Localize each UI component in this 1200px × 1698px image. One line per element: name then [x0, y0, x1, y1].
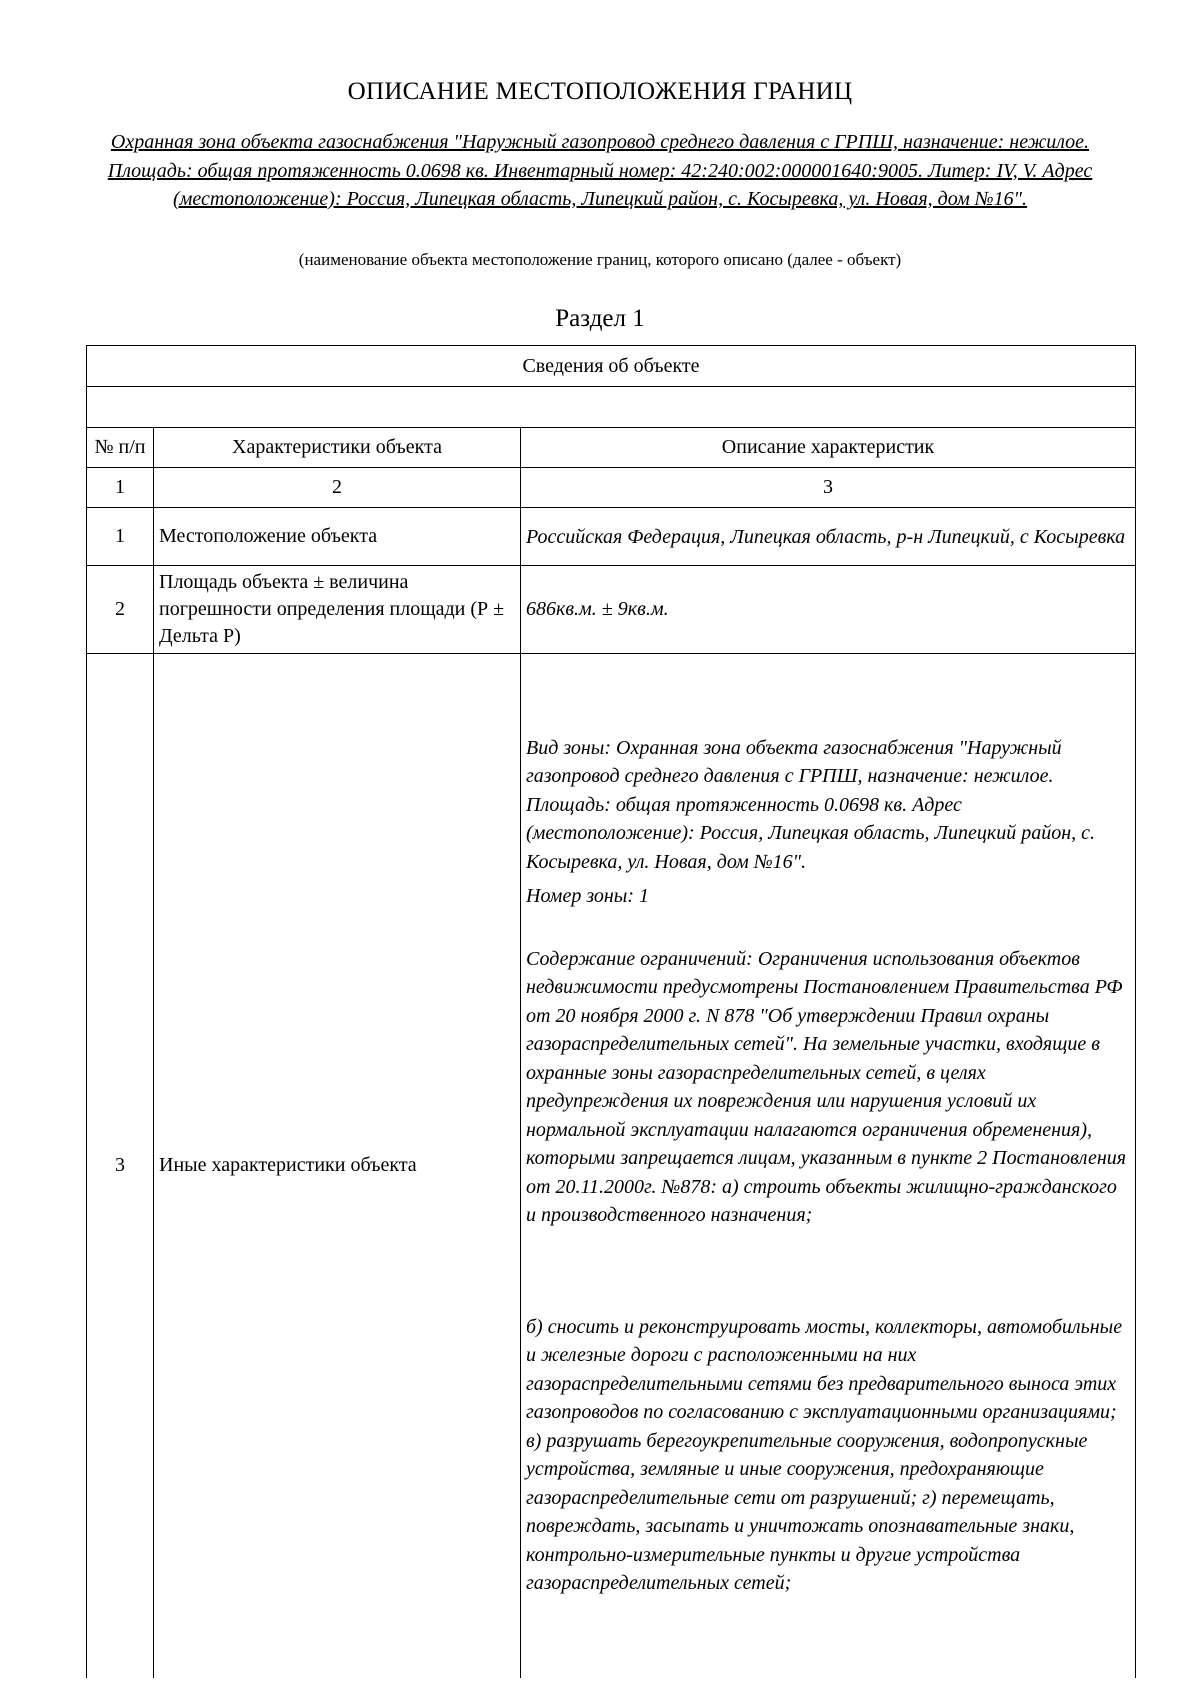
object-name: Охранная зона объекта газоснабжения "Наружный газопровод среднего давления с ГРПШ, назначение: нежилое. Площадь: общая протяженность 0.0698 кв. Инвентарный номер: 42:240:002:000001640:9005. Литер: IV, V. Адрес (местоположение): Россия, Липецкая область, Липецкий район, с. Косыревка, ул. Новая, дом №16". — [107, 131, 1093, 210]
row-num: 3 — [87, 654, 154, 1678]
row-description — [521, 654, 1136, 1678]
page-title: ОПИСАНИЕ МЕСТОПОЛОЖЕНИЯ ГРАНИЦ — [347, 78, 853, 105]
row-num: 2 — [87, 566, 154, 654]
object-info-table-wrapper — [86, 345, 1136, 1678]
restrictions-paragraph: Содержание ограничений: Ограничения использования объектов недвижимости предусмотрены Постановлением Правительства РФ от 20 ноября 2000 г. N 878 "Об утверждении Правил охраны газораспределительных сетей". На земельные участки, входящие в охранные зоны газораспределительных сетей, в целях предупреждения их повреждения или нарушения условий их нормальной эксплуатации налагаются ограничения обременения), которыми запрещается лицам, указанным в пункте 2 Постановления от 20.11.2000г. №878: а) строить объекты жилищно-гражданского и производственного назначения; — [526, 947, 1127, 1227]
table-row — [87, 508, 1136, 566]
table-row — [87, 566, 1136, 654]
row-characteristic: Иные характеристики объекта — [154, 654, 521, 1678]
object-caption: (наименование объекта местоположение границ, которого описано (далее - объект) — [298, 250, 902, 269]
header-num: № п/п — [87, 428, 154, 468]
table-title-row — [87, 346, 1136, 387]
row-characteristic: Площадь объекта ± величина погрешности определения площади (Р ± Дельта Р) — [154, 566, 521, 654]
section-title: Раздел 1 — [555, 305, 645, 332]
header-description: Описание характеристик — [521, 428, 1136, 468]
table-title: Сведения об объекте — [87, 346, 1136, 387]
row-num: 1 — [87, 508, 154, 566]
zone-type-paragraph: Вид зоны: Охранная зона объекта газоснабжения "Наружный газопровод среднего давления с ГРПШ, назначение: нежилое. Площадь: общая протяженность 0.0698 кв. Адрес (местоположение): Россия, Липецкая область, Липецкий район, с. Косыревка, ул. Новая, дом №16". — [526, 736, 1096, 873]
restrictions-continued-paragraph: б) сносить и реконструировать мосты, коллекторы, автомобильные и железные дороги с расположенными на них газораспределительными сетями без предварительного выноса этих газопроводов по согласованию с эксплуатационными организациями; в) разрушать берегоукрепительные сооружения, водопропускные устройства, земляные и иные сооружения, предохраняющие газораспределительные сети от разрушений; г) перемещать, повреждать, засыпать и уничтожать опознавательные знаки, контрольно-измерительные пункты и другие устройства газораспределительных сетей; — [526, 1315, 1123, 1595]
header-characteristics: Характеристики объекта — [154, 428, 521, 468]
column-number-1: 1 — [87, 468, 154, 508]
row-description: 686кв.м. ± 9кв.м. — [521, 566, 1136, 654]
object-info-table — [86, 345, 1136, 1678]
zone-number-paragraph: Номер зоны: 1 — [526, 885, 649, 908]
column-numbers-row — [87, 468, 1136, 508]
row-characteristic: Местоположение объекта — [154, 508, 521, 566]
column-number-2: 2 — [154, 468, 521, 508]
row-description: Российская Федерация, Липецкая область, р-н Липецкий, с Косыревка — [521, 508, 1136, 566]
column-number-3: 3 — [521, 468, 1136, 508]
table-empty-row — [87, 387, 1136, 428]
table-row — [87, 654, 1136, 1678]
empty-cell — [87, 387, 1136, 428]
table-header-row — [87, 428, 1136, 468]
